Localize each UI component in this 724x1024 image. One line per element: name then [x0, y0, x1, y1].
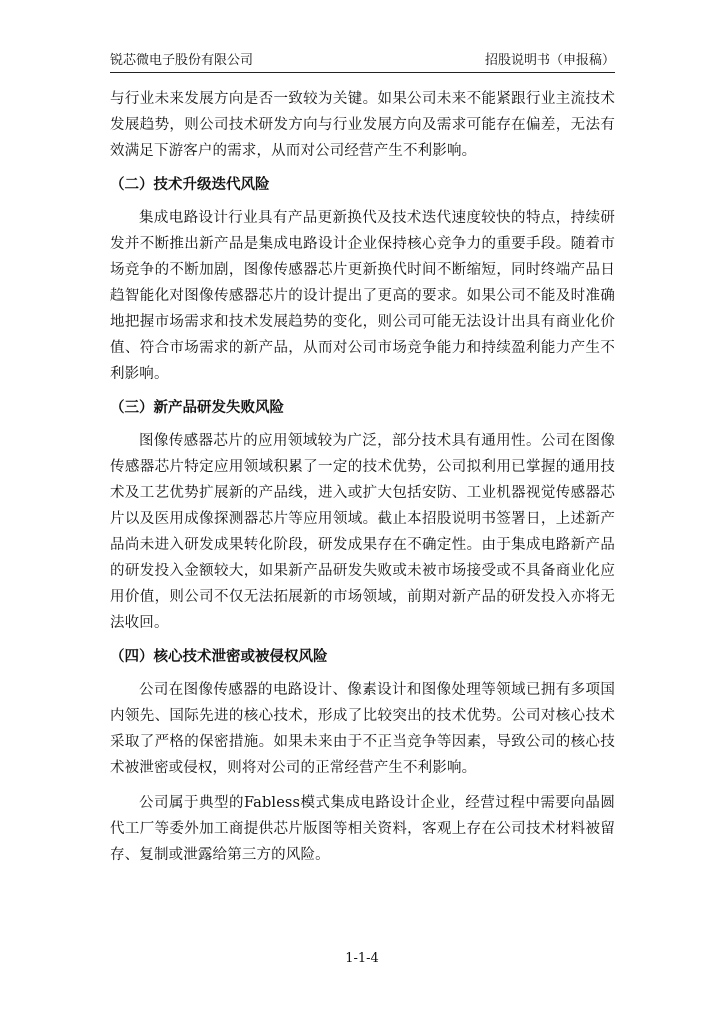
header-document-type: 招股说明书（申报稿）	[484, 53, 615, 68]
section-paragraph: 公司在图像传感器的电路设计、像素设计和图像处理等领域已拥有多项国内领先、国际先进的核心技术，形成了比较突出的技术优势。公司对核心技术采取了严格的保密措施。如果未来由于不正当竞争等因素，导致公司的核心技术被泄密或侵权，则将对公司的正常经营产生不利影响。	[110, 682, 615, 776]
section-title: （四）核心技术泄密或被侵权风险	[110, 649, 328, 665]
section-new-product-failure-risk	[110, 396, 615, 636]
page-number: 1-1-4	[345, 951, 379, 966]
intro-paragraph: 与行业未来发展方向是否一致较为关键。如果公司未来不能紧跟行业主流技术发展趋势，则公司技术研发方向与行业发展方向及需求可能存在偏差，无法有效满足下游客户的需求，从而对公司经营产生不利影响。	[110, 91, 615, 159]
document-body	[110, 86, 615, 877]
section-title: （二）技术升级迭代风险	[110, 177, 270, 193]
section-paragraph: 图像传感器芯片的应用领域较为广泛，部分技术具有通用性。公司在图像传感器芯片特定应用领域积累了一定的技术优势，公司拟利用已掌握的通用技术及工艺优势扩展新的产品线，进入或扩大包括安防、工业机器视觉传感器芯片以及医用成像探测器芯片等应用领域。截止本招股说明书签署日，上述新产品尚未进入研发成果转化阶段，研发成果存在不确定性。由于集成电路新产品的研发投入金额较大，如果新产品研发失败或未被市场接受或不具备商业化应用价值，则公司不仅无法拓展新的市场领域，前期对新产品的研发投入亦将无法收回。	[110, 433, 615, 631]
header-company-name: 锐芯微电子股份有限公司	[110, 53, 254, 68]
section-paragraph: 集成电路设计行业具有产品更新换代及技术迭代速度较快的特点，持续研发并不断推出新产品是集成电路设计企业保持核心竞争力的重要手段。随着市场竞争的不断加剧，图像传感器芯片更新换代时间不断缩短，同时终端产品日趋智能化对图像传感器芯片的设计提出了更高的要求。如果公司不能及时准确地把握市场需求和技术发展趋势的变化，则公司可能无法设计出具有商业化价值、符合市场需求的新产品，从而对公司市场竞争能力和持续盈利能力产生不利影响。	[110, 210, 615, 382]
section-paragraph: 公司属于典型的Fabless模式集成电路设计企业，经营过程中需要向晶圆代工厂等委外加工商提供芯片版图等相关资料，客观上存在公司技术材料被留存、复制或泄露给第三方的风险。	[110, 795, 615, 863]
section-core-tech-leak-risk	[110, 645, 615, 868]
section-tech-upgrade-risk	[110, 173, 615, 387]
page-header	[110, 50, 615, 73]
section-title: （三）新产品研发失败风险	[110, 400, 284, 416]
